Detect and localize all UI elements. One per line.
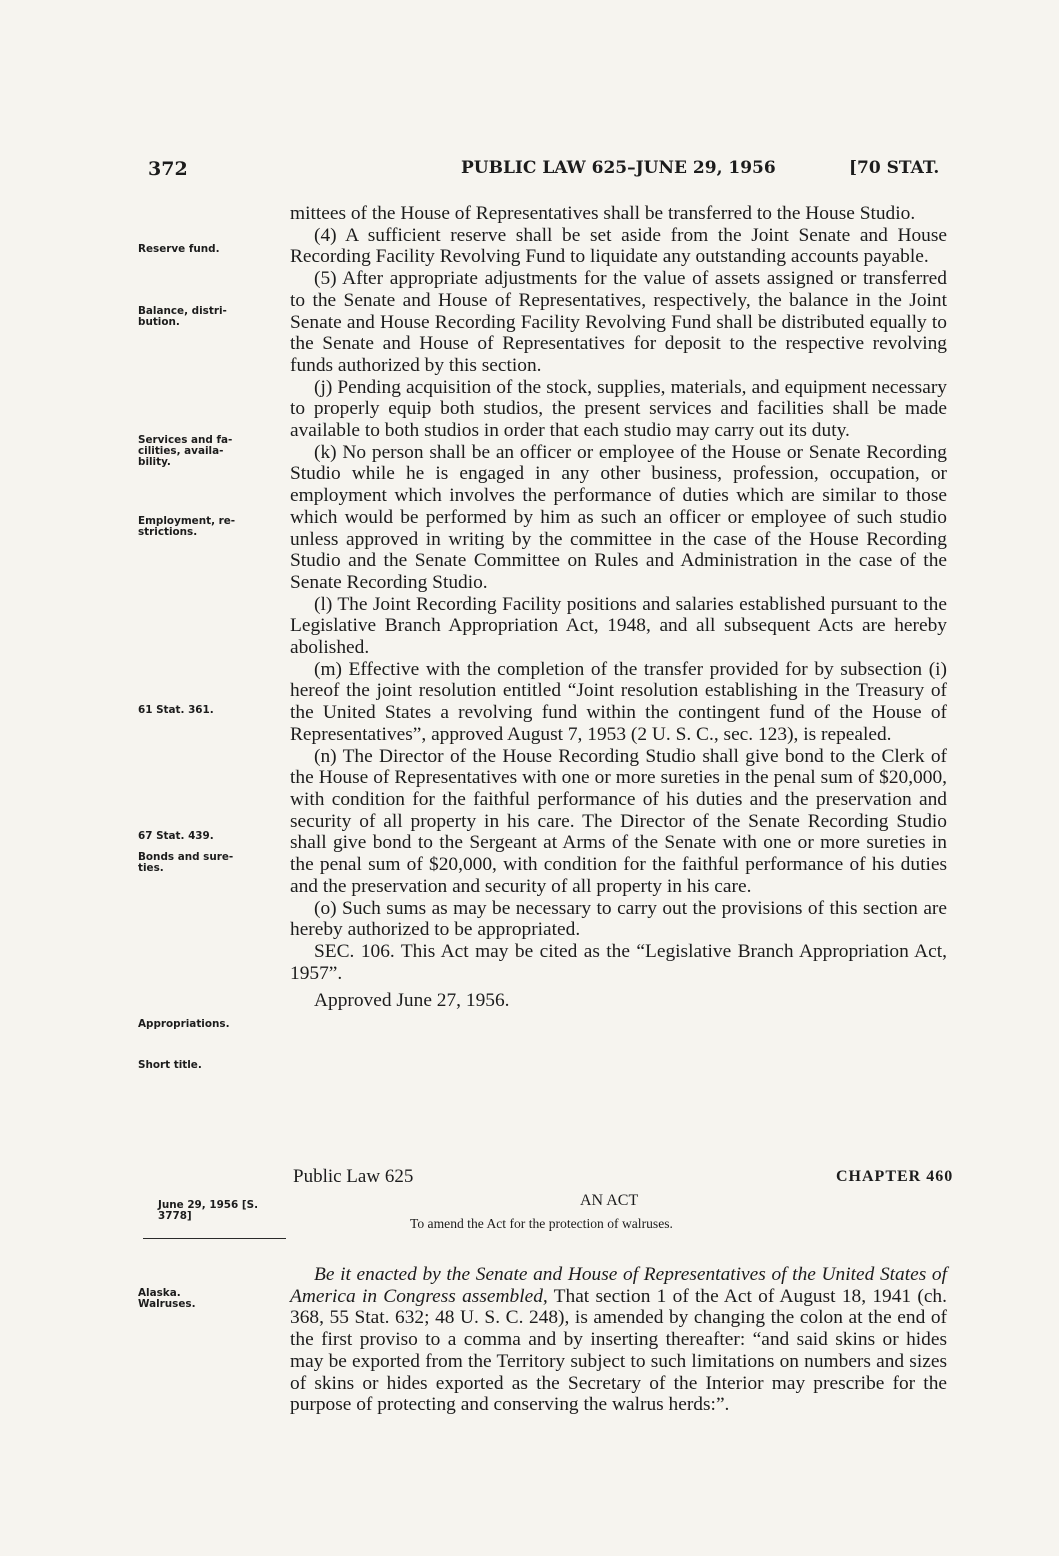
main-text xyxy=(290,203,947,1012)
divider xyxy=(143,1238,286,1239)
enacting-clause: Be it enacted by the Senate and House of Representatives of the United States of America in Congress assembled, xyxy=(290,1264,947,1307)
margin-note: Employment, re- strictions. xyxy=(138,515,236,538)
margin-note: Alaska. Walruses. xyxy=(138,1287,196,1310)
paragraph: (n) The Director of the House Recording Studio shall give bond to the Clerk of the House of Representatives with one or more sureties in the penal sum of $20,000, with condition for the faithful performance of his duties and the preservation and security of all property in his care. The Director of the Senate Recording Studio shall give bond to the Sergeant at Arms of the Senate with one or more sureties in the penal sum of $20,000, with condition for the faithful performance of his duties and the preservation and security of all property in his care. xyxy=(290,745,947,897)
chapter-label: CHAPTER 460 xyxy=(836,1168,954,1185)
paragraph: (o) Such sums as may be necessary to carry out the provisions of this section are hereby authorized to be appropriated. xyxy=(290,897,947,941)
paragraph: (5) After appropriate adjustments for the value of assets assigned or transferred to the Senate and House of Representatives, respectively, the balance in the Joint Senate and House Recording Facility Revolving Fund shall be distributed equally to the Senate and House of Representatives for deposit to the respective revolving funds authorized by this section. xyxy=(290,268,947,376)
act-heading: AN ACT xyxy=(580,1192,639,1209)
enacting-text xyxy=(290,1264,947,1416)
paragraph: (k) No person shall be an officer or employee of the House or Senate Recording Studio while he is engaged in any other business, profession, occupation, or employment which involves the performance of duties which are similar to those which would be performed by him as such an officer or employee of such studio unless approved in writing by the committee in the case of the House Recording Studio and the Senate Committee on Rules and Administration in the case of the Senate Recording Studio. xyxy=(290,441,947,593)
bill-date-note: June 29, 1956 [S. 3778] xyxy=(158,1199,259,1222)
margin-note: Reserve fund. xyxy=(138,243,220,255)
paragraph: (l) The Joint Recording Facility positions and salaries established pursuant to the Legislative Branch Appropriation Act, 1948, and all subsequent Acts are hereby abolished. xyxy=(290,593,947,659)
paragraph: SEC. 106. This Act may be cited as the “Legislative Branch Appropriation Act, 1957”. xyxy=(290,940,947,984)
paragraph: (4) A sufficient reserve shall be set aside from the Joint Senate and House Recording Facility Revolving Fund to liquidate any outstanding accounts payable. xyxy=(290,224,947,268)
margin-note: 61 Stat. 361. xyxy=(138,704,214,716)
public-law-label: Public Law 625 xyxy=(293,1166,414,1187)
margin-note: Services and fa- cilities, availa- bility. xyxy=(138,434,233,468)
act-body: That section 1 of the Act of August 18, 1941 (ch. 368, 55 Stat. 632; 48 U. S. C. 248), is amended by changing the colon at the end of the first proviso to a comma and by inserting thereafter: “and said skins or hides may be exported from the Territory subject to such limitations on numbers and sizes of skins or hides exported as the Secretary of the Interior may prescribe for the purpose of protecting and conserving the walrus herds:”. xyxy=(290,1285,947,1416)
approval-line: Approved June 27, 1956. xyxy=(314,990,510,1012)
page-number: 372 xyxy=(148,158,188,180)
margin-note: Bonds and sure- ties. xyxy=(138,851,234,874)
margin-note: 67 Stat. 439. xyxy=(138,830,214,842)
paragraph: (j) Pending acquisition of the stock, supplies, materials, and equipment necessary to properly equip both studios, the present services and facilities shall be made available to both studios in order that each studio may carry out its duty. xyxy=(290,376,947,442)
running-head: PUBLIC LAW 625–JUNE 29, 1956 xyxy=(461,158,776,178)
act-purpose: To amend the Act for the protection of walruses. xyxy=(410,1216,673,1231)
paragraph: mittees of the House of Representatives shall be transferred to the House Studio. xyxy=(290,203,916,224)
margin-note: Balance, distri- bution. xyxy=(138,305,227,328)
margin-note: Appropriations. xyxy=(138,1018,230,1030)
margin-note: Short title. xyxy=(138,1059,202,1071)
statute-volume: [70 STAT. xyxy=(849,158,940,178)
paragraph: (m) Effective with the completion of the transfer provided for by subsection (i) hereof the joint resolution entitled “Joint resolution establishing in the Treasury of the United States a revolving fund within the contingent fund of the House of Representatives”, approved August 7, 1953 (2 U. S. C., sec. 123), is repealed. xyxy=(290,658,947,745)
